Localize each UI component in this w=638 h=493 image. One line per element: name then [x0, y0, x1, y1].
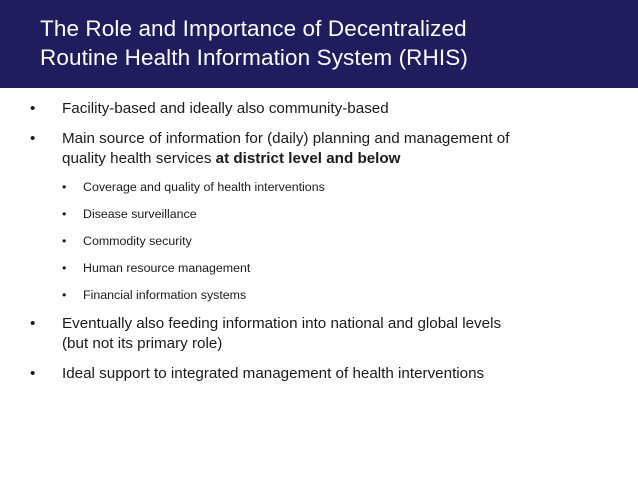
bullet-text-line-1: Main source of information for (daily) planning and management of: [62, 130, 510, 147]
bullet-text-emphasis: at district level and below: [215, 150, 401, 167]
sub-bullet-marker: •: [62, 234, 67, 248]
bullet-text: Ideal support to integrated management of health interventions: [62, 365, 485, 382]
bullet-marker: •: [30, 130, 36, 147]
sub-bullet-item: [0, 233, 638, 249]
sub-bullet-item: [0, 179, 638, 195]
sub-bullet-marker: •: [62, 207, 67, 221]
bullet-text-line-2: [62, 149, 608, 169]
slide-title-bar: [0, 0, 638, 88]
bullet-item-main-source: [0, 129, 638, 169]
bullet-text-prefix: quality health services: [62, 150, 216, 167]
sub-bullet-list: [0, 179, 638, 303]
bullet-item-national-global: [0, 314, 638, 354]
bullet-text-line-2: (but not its primary role): [62, 335, 223, 352]
sub-bullet-text: Disease surveillance: [83, 207, 197, 221]
sub-bullet-item: [0, 260, 638, 276]
bullet-text: Facility-based and ideally also community-based: [62, 100, 389, 117]
sub-bullet-text: Human resource management: [83, 261, 251, 275]
bullet-marker: •: [30, 100, 36, 117]
sub-bullet-text: Coverage and quality of health interventions: [83, 180, 325, 194]
bullet-text-line-1: Eventually also feeding information into national and global levels: [62, 315, 502, 332]
slide-body: [0, 99, 638, 394]
bullet-marker: •: [30, 315, 36, 332]
sub-bullet-marker: •: [62, 288, 67, 302]
sub-bullet-item: [0, 206, 638, 222]
sub-bullet-text: Commodity security: [83, 234, 192, 248]
bullet-item-integrated-management: [0, 364, 638, 384]
sub-bullet-marker: •: [62, 261, 67, 275]
sub-bullet-text: Financial information systems: [83, 288, 247, 302]
bullet-item-facility: [0, 99, 638, 119]
sub-bullet-marker: •: [62, 180, 67, 194]
bullet-marker: •: [30, 365, 36, 382]
sub-bullet-item: [0, 287, 638, 303]
slide-title-line-1: The Role and Importance of Decentralized: [40, 16, 467, 41]
slide-title-line-2: Routine Health Information System (RHIS): [40, 45, 468, 70]
